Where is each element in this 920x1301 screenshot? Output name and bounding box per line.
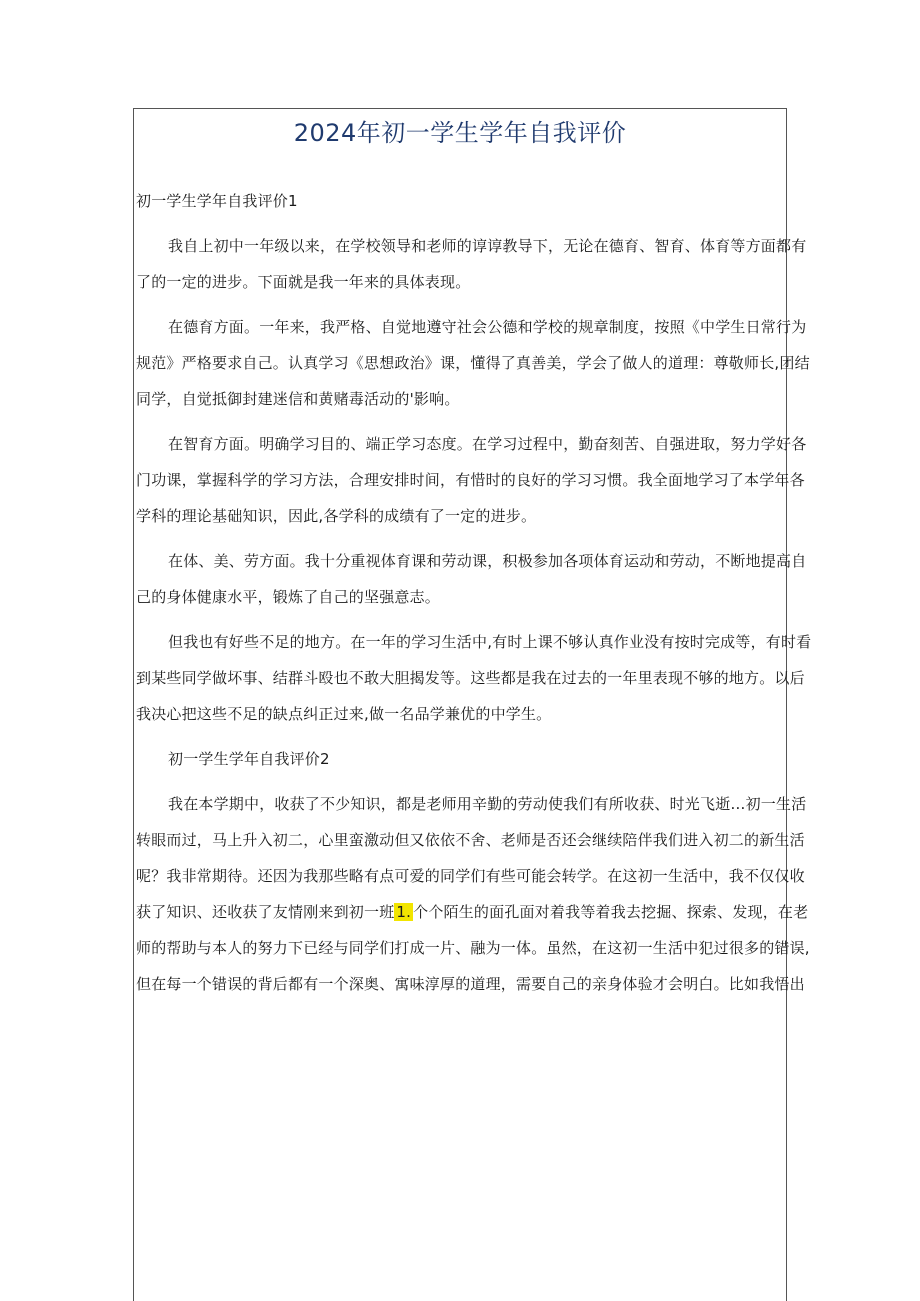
section2-heading: 初一学生学年自我评价2: [168, 750, 330, 768]
document-title: 2024年初一学生学年自我评价: [293, 119, 627, 147]
paragraph-line: 学科的理论基础知识，因此,各学科的成绩有了一定的进步。: [136, 507, 537, 525]
paragraph-line: 在体、美、劳方面。我十分重视体育课和劳动课，积极参加各项体育运动和劳动，不断地提高自: [168, 552, 807, 570]
paragraph-line: 到某些同学做坏事、结群斗殴也不敢大胆揭发等。这些都是我在过去的一年里表现不够的地方。以后: [136, 669, 805, 687]
paragraph-line: 呢？我非常期待。还因为我那些略有点可爱的同学们有些可能会转学。在这初一生活中，我不仅仅收: [136, 867, 805, 885]
paragraph-line: 己的身体健康水平，锻炼了自己的坚强意志。: [136, 588, 441, 606]
paragraph-line: 我在本学期中，收获了不少知识，都是老师用辛勤的劳动使我们有所收获、时光飞逝…初一生活: [168, 795, 807, 813]
paragraph-line: 同学，自觉抵御封建迷信和黄赌毒活动的'影响。: [136, 390, 460, 408]
paragraph-line: 但在每一个错误的背后都有一个深奥、寓味淳厚的道理，需要自己的亲身体验才会明白。比如我悟出: [136, 975, 805, 993]
section1-heading: 初一学生学年自我评价1: [136, 192, 298, 210]
highlighted-text: 1.: [396, 903, 412, 921]
paragraph-line: 但我也有好些不足的地方。在一年的学习生活中,有时上课不够认真作业没有按时完成等，有时看: [168, 633, 812, 651]
paragraph-line: 转眼而过，马上升入初二，心里蛮激动但又依依不舍、老师是否还会继续陪伴我们进入初二的新生活: [136, 831, 805, 849]
paragraph-line: 我自上初中一年级以来，在学校领导和老师的谆谆教导下，无论在德育、智育、体育等方面都有: [168, 237, 807, 255]
paragraph-line: 了的一定的进步。下面就是我一年来的具体表现。: [136, 273, 471, 291]
paragraph-line-highlighted: [136, 894, 809, 930]
paragraph-line: 我决心把这些不足的缺点纠正过来,做一名品学兼优的中学生。: [136, 705, 552, 723]
text-segment: 获了知识、还收获了友情刚来到初一班: [136, 903, 395, 921]
document-body: [136, 183, 812, 1002]
text-segment: 个个陌生的面孔面对着我等着我去挖掘、探索、发现，在老: [413, 903, 809, 921]
paragraph-line: 师的帮助与本人的努力下已经与同学们打成一片、融为一体。虽然，在这初一生活中犯过很多的错误,: [136, 939, 810, 957]
paragraph-line: 规范》严格要求自己。认真学习《思想政治》课，懂得了真善美，学会了做人的道理：尊敬师长,团结: [136, 354, 810, 372]
paragraph-line: 在智育方面。明确学习目的、端正学习态度。在学习过程中，勤奋刻苦、自强进取，努力学好各: [168, 435, 807, 453]
paragraph-line: 在德育方面。一年来，我严格、自觉地遵守社会公德和学校的规章制度，按照《中学生日常行为: [168, 318, 807, 336]
paragraph-line: 门功课，掌握科学的学习方法，合理安排时间，有惜时的良好的学习习惯。我全面地学习了本学年各: [136, 471, 805, 489]
